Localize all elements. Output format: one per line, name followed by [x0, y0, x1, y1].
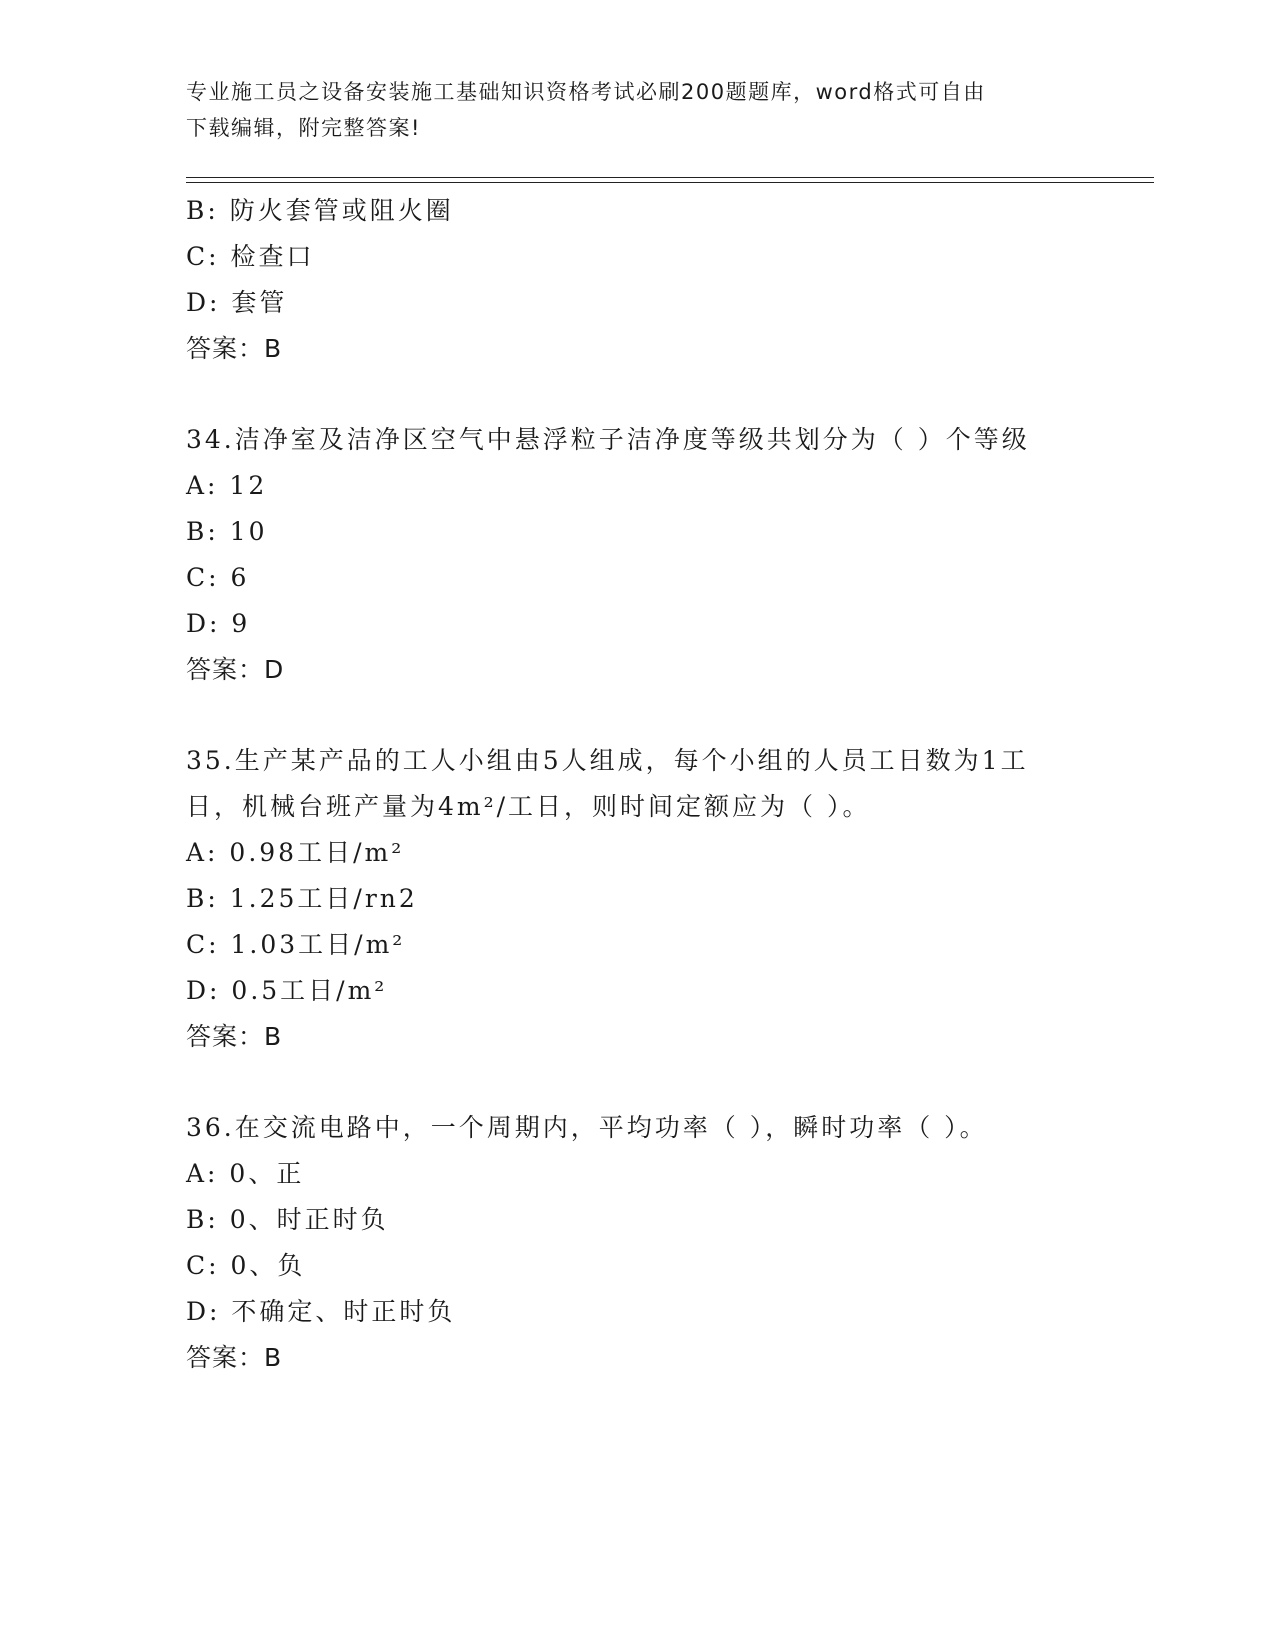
header-double-rule: [186, 177, 1154, 183]
question-34: [186, 417, 1086, 693]
header-title-line-2: 下载编辑，附完整答案!: [186, 116, 421, 140]
option-b: B: 1.25工日/rn2: [186, 884, 418, 913]
option-d: D: 套管: [186, 288, 288, 317]
header-title-line-1: 专业施工员之设备安装施工基础知识资格考试必刷200题题库，word格式可自由: [186, 80, 986, 104]
question-stem: 35.生产某产品的工人小组由5人组成，每个小组的人员工日数为1工: [186, 746, 1029, 775]
option-a: A: 12: [186, 471, 268, 500]
question-33-continuation: [186, 188, 1086, 372]
option-c: C: 0、负: [186, 1251, 306, 1280]
option-c: C: 1.03工日/m²: [186, 930, 406, 959]
answer-line: 答案：D: [186, 655, 285, 684]
question-body: [186, 188, 1086, 1381]
option-a: A: 0、正: [186, 1159, 305, 1188]
option-d: D: 0.5工日/m²: [186, 976, 388, 1005]
answer-line: 答案：B: [186, 1022, 283, 1051]
document-header: [186, 74, 1066, 146]
question-stem-continued: 日，机械台班产量为4m²/工日，则时间定额应为（ ）。: [186, 792, 871, 821]
option-b: B: 10: [186, 517, 268, 546]
option-a: A: 0.98工日/m²: [186, 838, 405, 867]
option-d: D: 9: [186, 609, 251, 638]
option-c: C: 检查口: [186, 242, 315, 271]
question-36: [186, 1105, 1086, 1381]
option-b: B: 0、时正时负: [186, 1205, 389, 1234]
answer-line: 答案：B: [186, 1343, 283, 1372]
question-stem: 36.在交流电路中，一个周期内，平均功率（ ），瞬时功率（ ）。: [186, 1113, 988, 1142]
question-stem: 34.洁净室及洁净区空气中悬浮粒子洁净度等级共划分为（ ）个等级: [186, 425, 1030, 454]
option-c: C: 6: [186, 563, 250, 592]
answer-line: 答案：B: [186, 334, 283, 363]
option-d: D: 不确定、时正时负: [186, 1297, 456, 1326]
question-35: [186, 738, 1086, 1060]
option-b: B: 防火套管或阻火圈: [186, 196, 454, 225]
